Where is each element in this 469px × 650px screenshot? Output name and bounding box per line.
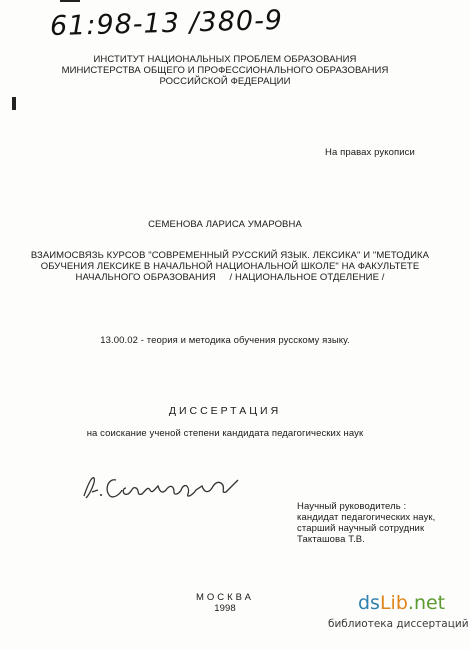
specialty-code: 13.00.02 - теория и методика обучения русскому языку. xyxy=(100,335,350,346)
institute-line: МИНИСТЕРСТВА ОБЩЕГО И ПРОФЕССИОНАЛЬНОГО ОБРАЗОВАНИЯ xyxy=(61,65,389,76)
city: МОСКВА xyxy=(195,592,255,603)
author-name: СЕМЕНОВА ЛАРИСА УМАРОВНА xyxy=(148,219,302,230)
manuscript-rights-note: На правах рукописи xyxy=(325,147,415,158)
institute-line: ИНСТИТУТ НАЦИОНАЛЬНЫХ ПРОБЛЕМ ОБРАЗОВАНИЯ xyxy=(93,54,357,65)
supervisor-line: Научный руководитель : xyxy=(297,501,407,512)
watermark-logo-text: dsLib.net xyxy=(358,592,446,614)
dissertation-title xyxy=(20,250,440,283)
supervisor-name: Такташова Т.В. xyxy=(297,534,365,545)
institute-line: РОССИЙСКОЙ ФЕДЕРАЦИИ xyxy=(159,76,291,87)
watermark-caption: библиотека диссертаций xyxy=(328,618,469,630)
supervisor-block xyxy=(297,501,457,545)
title-line: НАЧАЛЬНОГО ОБРАЗОВАНИЯ / НАЦИОНАЛЬНОЕ ОТДЕЛЕНИЕ / xyxy=(75,272,385,283)
supervisor-line: старший научный сотрудник xyxy=(297,523,425,534)
degree-line: на соискание ученой степени кандидата педагогических наук xyxy=(86,428,364,439)
document-type: ДИССЕРТАЦИЯ xyxy=(168,405,282,417)
scan-edge-mark-left xyxy=(12,97,16,110)
title-line: ВЗАИМОСВЯЗЬ КУРСОВ "СОВРЕМЕННЫЙ РУССКИЙ ЯЗЫК. ЛЕКСИКА" И "МЕТОДИКА xyxy=(30,250,430,261)
archive-number: 61:98-13 /380-9 xyxy=(49,4,284,43)
title-line: ОБУЧЕНИЯ ЛЕКСИКЕ В НАЧАЛЬНОЙ НАЦИОНАЛЬНОЙ ШКОЛЕ" НА ФАКУЛЬТЕТЕ xyxy=(40,261,420,272)
supervisor-line: кандидат педагогических наук, xyxy=(297,512,436,523)
year: 1998 xyxy=(214,603,236,614)
signature-image xyxy=(78,466,248,506)
watermark-logo[interactable] xyxy=(328,592,469,642)
institute-block xyxy=(0,54,450,87)
scan-edge-mark-top xyxy=(60,0,80,2)
